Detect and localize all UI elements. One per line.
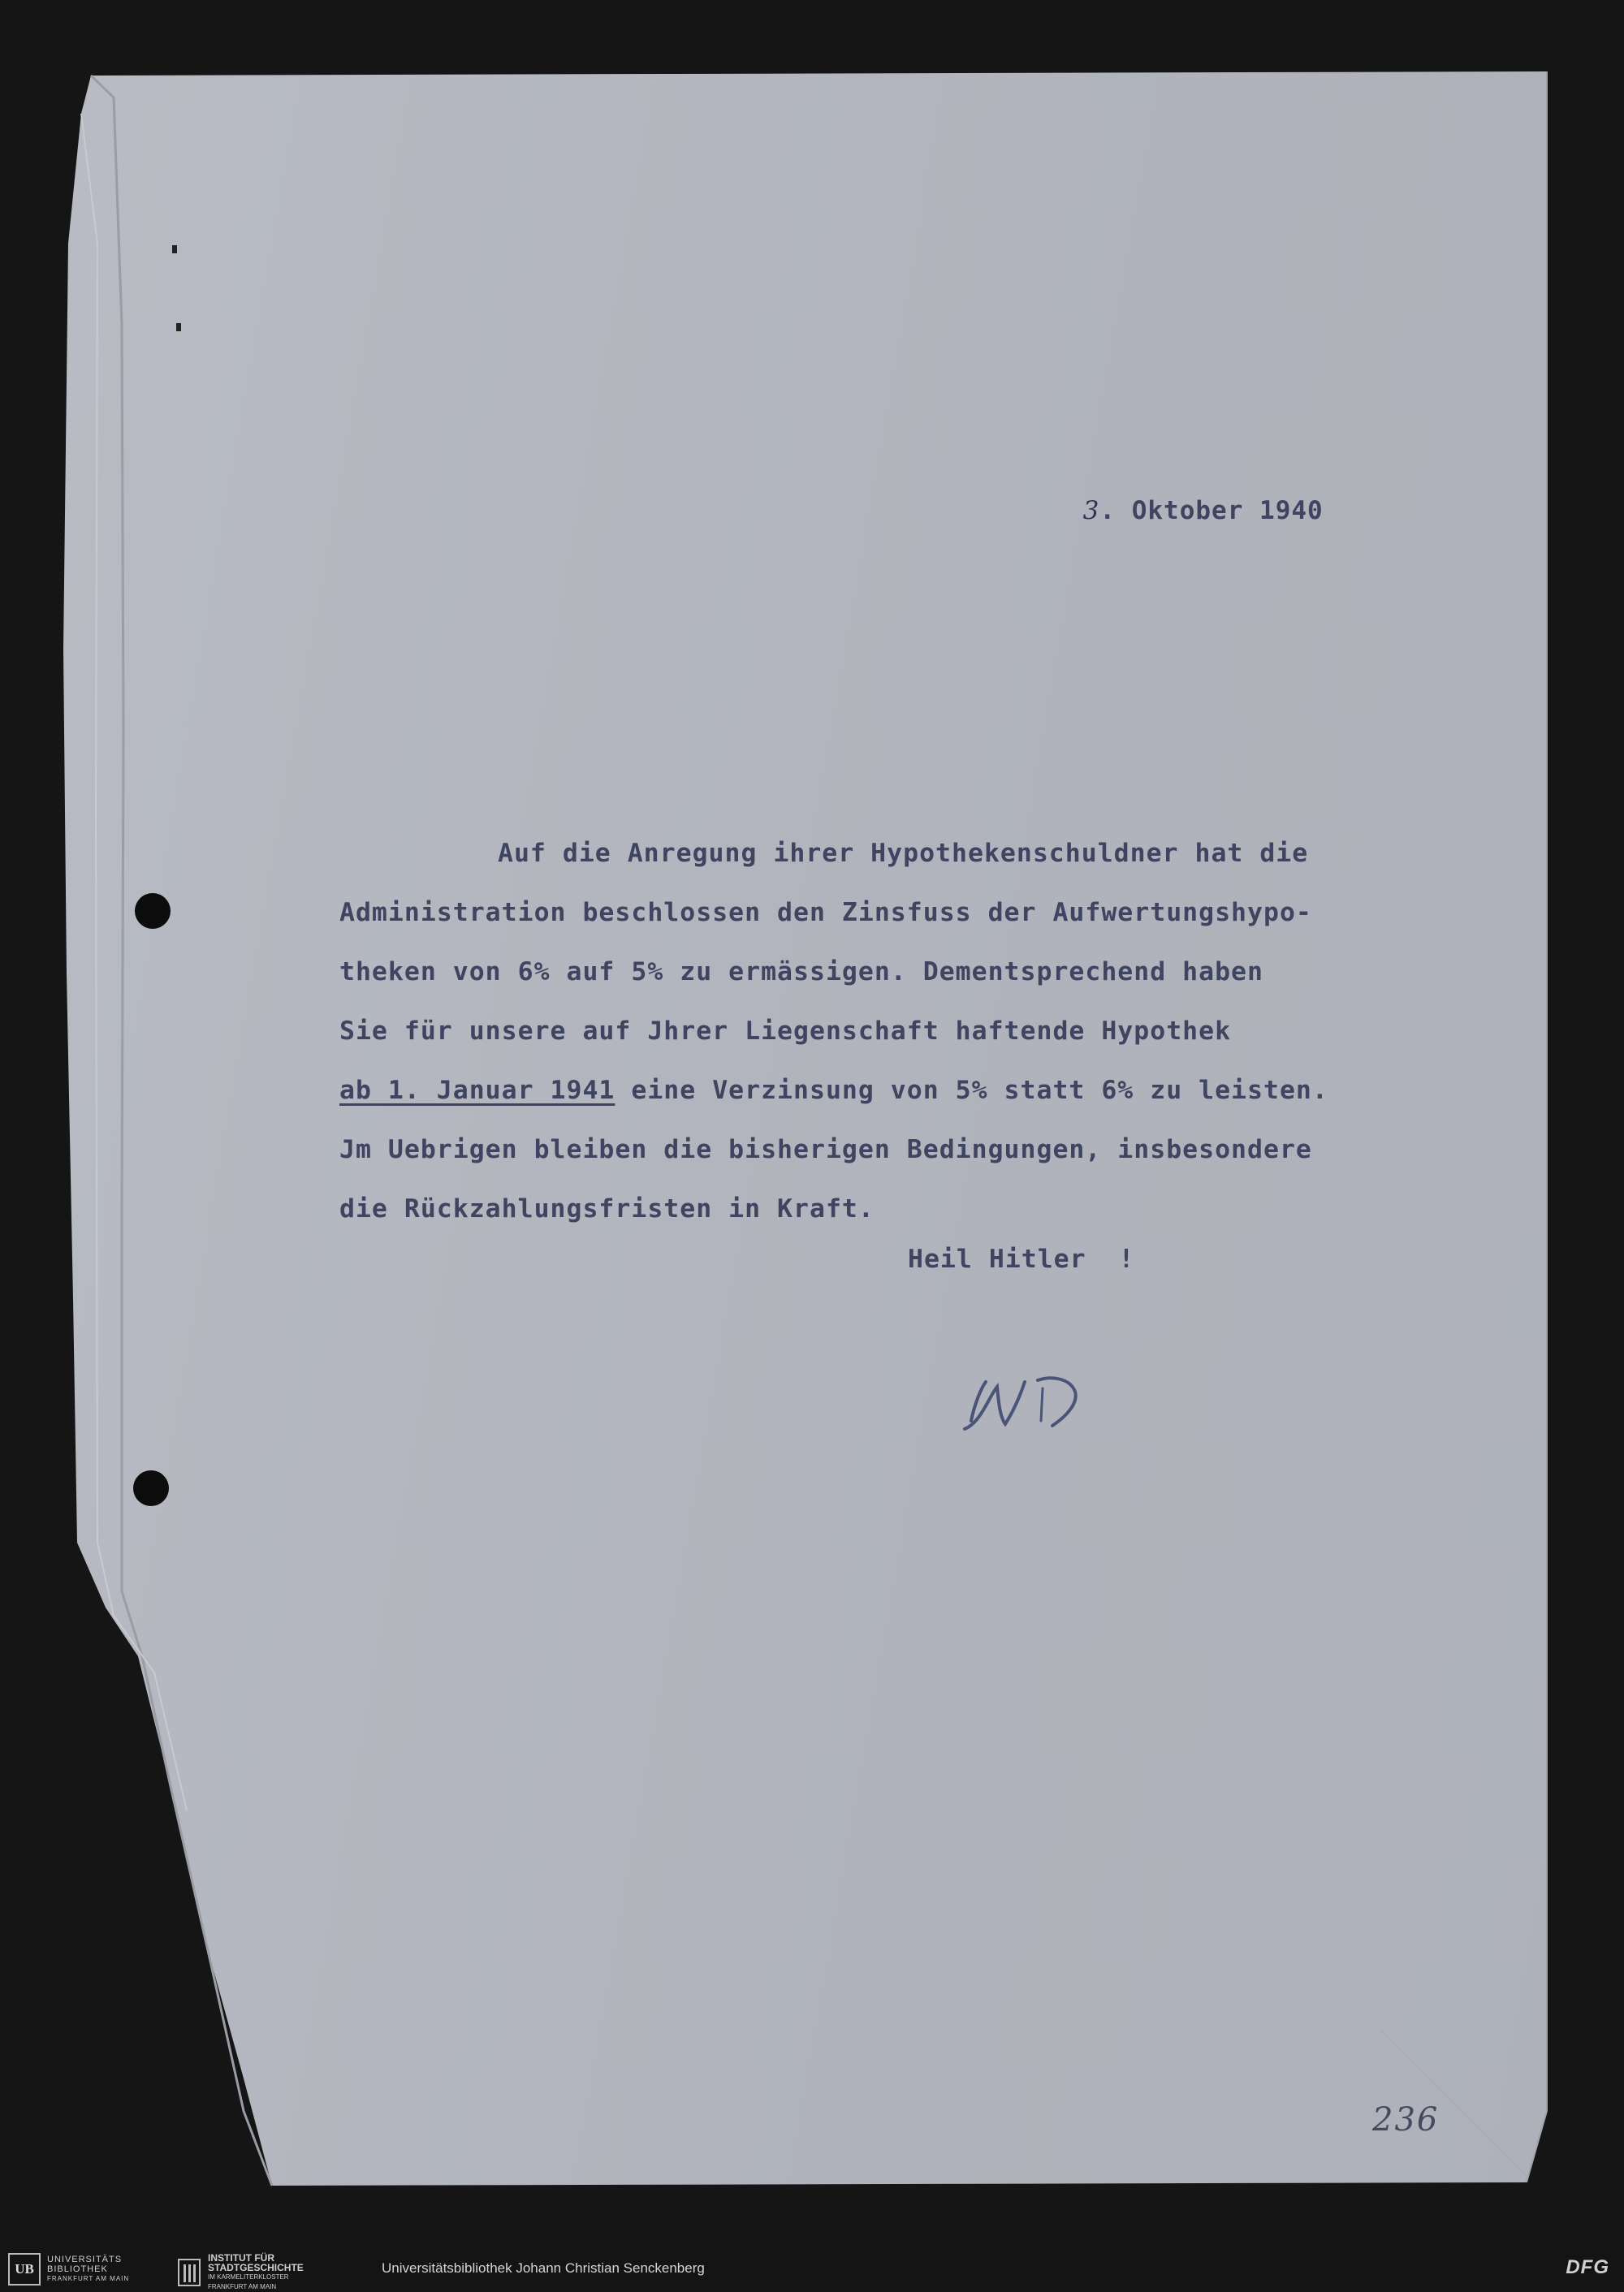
body-line-5-rest: eine Verzinsung von 5% statt 6% zu leisten. <box>615 1076 1328 1105</box>
date-typed: . Oktober 1940 <box>1099 496 1324 525</box>
isg-line-3: IM KARMELITERKLOSTER <box>208 2273 289 2281</box>
ub-logo <box>8 2253 129 2286</box>
punch-mark-top <box>172 245 177 253</box>
body-line-3: theken von 6% auf 5% zu ermässigen. Dementsprechend haben <box>339 957 1263 986</box>
punch-hole-upper <box>135 893 171 929</box>
punch-hole-lower <box>133 1470 169 1506</box>
ub-logo-mark: UB <box>8 2253 41 2286</box>
isg-logo-text <box>208 2253 304 2292</box>
ub-line-3: FRANKFURT AM MAIN <box>47 2275 130 2282</box>
ub-line-1: UNIVERSITÄTS <box>47 2255 123 2264</box>
isg-line-4: FRANKFURT AM MAIN <box>208 2283 277 2290</box>
body-line-6: Jm Uebrigen bleiben die bisherigen Bedingungen, insbesondere <box>339 1135 1312 1164</box>
body-line-2: Administration beschlossen den Zinsfuss der Aufwertungshypo- <box>339 898 1312 927</box>
library-name: Universitätsbibliothek Johann Christian Senckenberg <box>382 2260 705 2276</box>
letter-date <box>1019 467 1324 555</box>
ub-line-2: BIBLIOTHEK <box>47 2264 108 2274</box>
body-line-1: Auf die Anregung ihrer Hypothekenschuldner hat die <box>498 839 1309 868</box>
letter-body <box>339 824 1328 1239</box>
body-line-5-underlined: ab 1. Januar 1941 <box>339 1076 615 1105</box>
body-line-7: die Rückzahlungsfristen in Kraft. <box>339 1194 875 1224</box>
dfg-logo: DFG <box>1566 2256 1609 2278</box>
ub-logo-text <box>47 2255 129 2284</box>
body-line-5 <box>339 1061 1328 1120</box>
isg-emblem-icon <box>177 2258 201 2287</box>
archive-page-number: 236 <box>1372 2101 1440 2139</box>
date-handwritten-correction: 3 <box>1082 496 1100 525</box>
handwritten-signature <box>957 1364 1103 1437</box>
isg-line-1: INSTITUT FÜR <box>208 2252 274 2264</box>
body-line-4: Sie für unsere auf Jhrer Liegenschaft haftende Hypothek <box>339 1017 1232 1046</box>
footer-bar <box>0 2245 1624 2292</box>
isg-line-2: STADTGESCHICHTE <box>208 2262 304 2273</box>
closing-greeting: Heil Hitler ! <box>908 1245 1135 1274</box>
isg-logo <box>177 2253 304 2292</box>
punch-mark-bottom <box>176 323 181 331</box>
